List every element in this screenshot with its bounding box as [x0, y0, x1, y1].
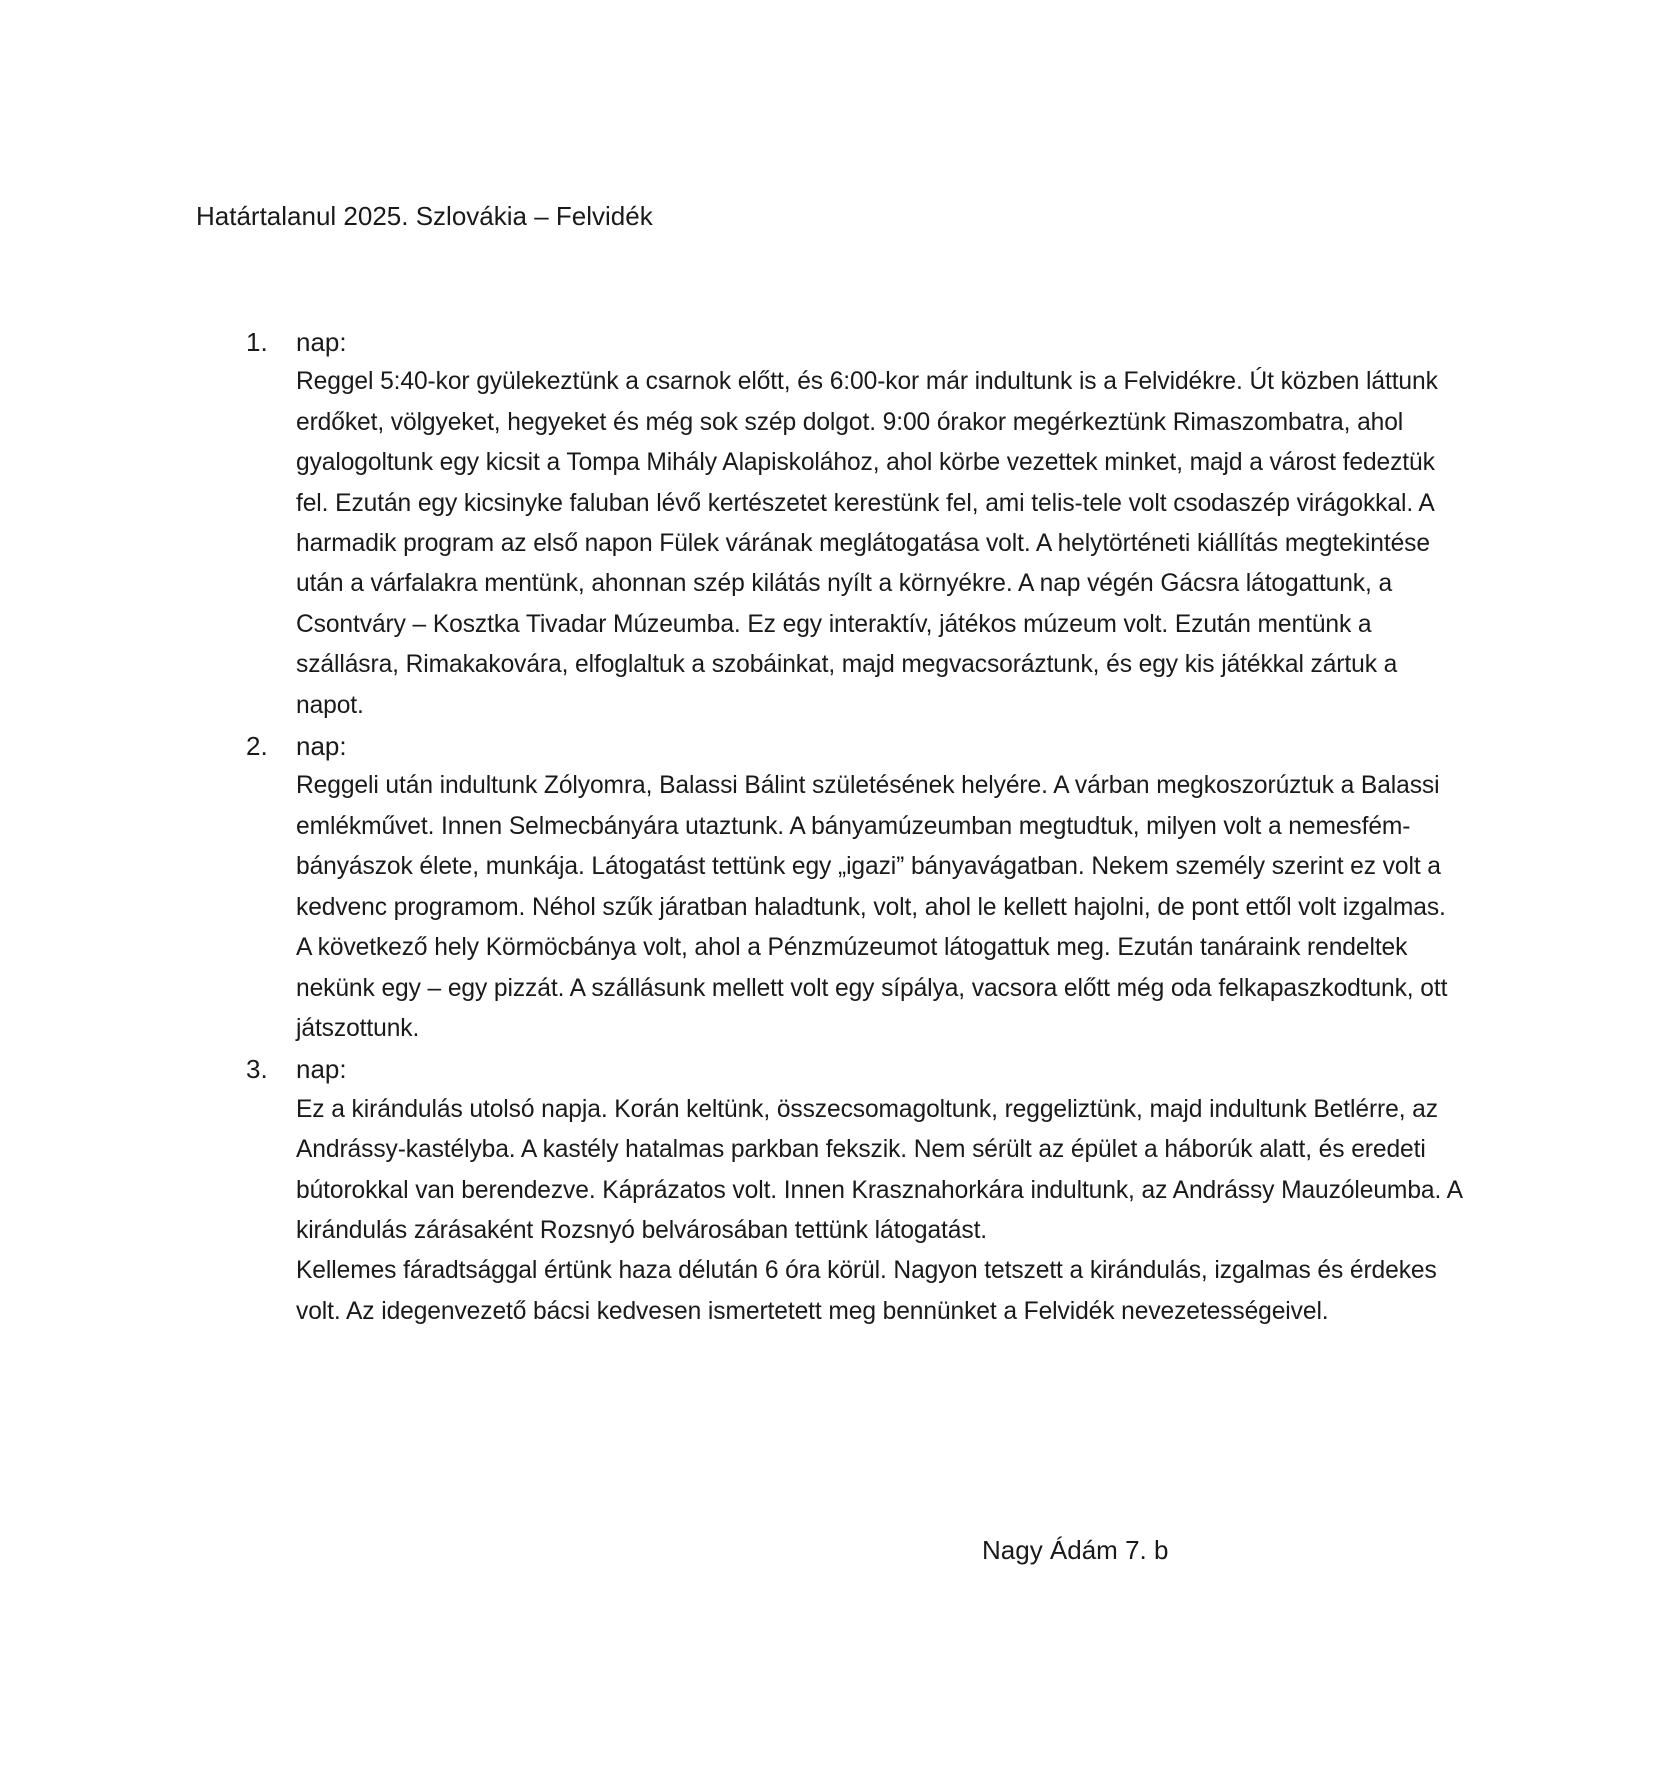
day-number: 3.: [246, 1054, 268, 1085]
day-heading: nap:: [296, 327, 347, 357]
document-title: Határtalanul 2025. Szlovákia – Felvidék: [196, 201, 653, 231]
day-list: [246, 322, 1466, 1332]
day-item-3: [246, 1049, 1466, 1332]
day-paragraph: Reggeli után indultunk Zólyomra, Balassi Bálint születésének helyére. A várban megkoszorúztuk a Balassi emlékművet. Innen Selmecbányára utaztunk. A bányamúzeumban megtudtuk, milyen volt a nemesfém-bányászok élete, munkája. Látogatást tettünk egy „igazi” bányavágatban. Nekem személy szerint ez volt a kedvenc programom. Néhol szűk járatban haladtunk, volt, ahol le kellett hajolni, de pont ettől volt izgalmas. A következő hely Körmöcbánya volt, ahol a Pénzmúzeumot látogattuk meg. Ezután tanáraink rendeltek nekünk egy – egy pizzát. A szállásunk mellett volt egy sípálya, vacsora előtt még oda felkapaszkodtunk, ott játszottunk.: [296, 772, 1448, 1042]
day-paragraph: Reggel 5:40-kor gyülekeztünk a csarnok előtt, és 6:00-kor már indultunk is a Felvidékre. Út közben láttunk erdőket, völgyeket, hegyeket és még sok szép dolgot. 9:00 órakor megérkeztünk Rimaszombatra, ahol gyalogoltunk egy kicsit a Tompa Mihály Alapiskolához, ahol körbe vezettek minket, majd a várost fedeztük fel. Ezután egy kicsinyke faluban lévő kertészetet kerestünk fel, ami telis-tele volt csodaszép virágokkal. A harmadik program az első napon Fülek várának meglátogatása volt. A helytörténeti kiállítás megtekintése után a várfalakra mentünk, ahonnan szép kilátás nyílt a környékre. A nap végén Gácsra látogattunk, a Csontváry – Kosztka Tivadar Múzeumba. Ez egy interaktív, játékos múzeum volt. Ezután mentünk a szállásra, Rimakakovára, elfoglaltuk a szobáinkat, majd megvacsoráztunk, és egy kis játékkal zártuk a napot.: [296, 368, 1438, 719]
day-number: 2.: [246, 731, 268, 762]
day-heading: nap:: [296, 1054, 347, 1085]
day-number: 1.: [246, 327, 268, 357]
day-item-2: [246, 726, 1466, 1049]
author-signature: Nagy Ádám 7. b: [982, 1535, 1169, 1565]
day-item-1: [246, 322, 1466, 726]
day-paragraph: Kellemes fáradtsággal értünk haza délután 6 óra körül. Nagyon tetszett a kirándulás, izgalmas és érdekes volt. Az idegenvezető bácsi kedvesen ismertetett meg bennünket a Felvidék nevezetességeivel.: [296, 1257, 1437, 1325]
day-heading: nap:: [296, 731, 347, 762]
day-paragraph: Ez a kirándulás utolsó napja. Korán keltünk, összecsomagoltunk, reggeliztünk, majd indultunk Betlérre, az Andrássy-kastélyba. A kastély hatalmas parkban fekszik. Nem sérült az épület a háborúk alatt, és eredeti bútorokkal van berendezve. Káprázatos volt. Innen Krasznahorkára indultunk, az Andrássy Mauzóleumba. A kirándulás zárásaként Rozsnyó belvárosában tettünk látogatást.: [296, 1095, 1462, 1244]
